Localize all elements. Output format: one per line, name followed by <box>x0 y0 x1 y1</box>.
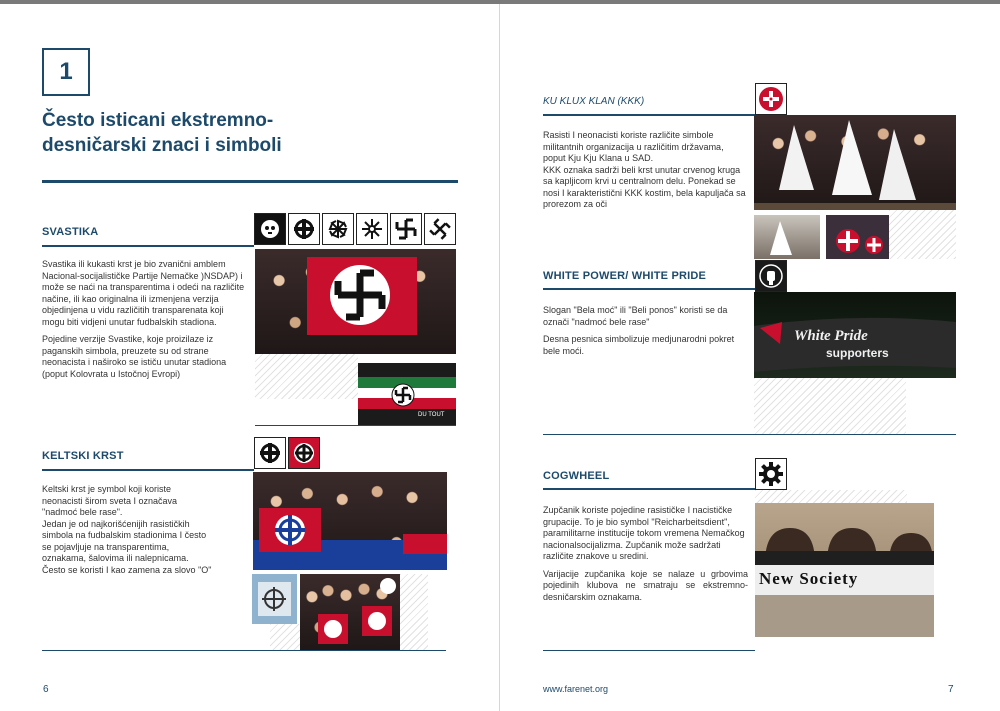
fist-emblem-icon <box>755 260 787 292</box>
svastika-banner-photo <box>358 363 456 425</box>
swastika-icon <box>390 213 422 245</box>
banner-text-line-1: White Pride <box>794 328 868 344</box>
section-rule <box>543 288 755 290</box>
page-number-left: 6 <box>43 684 49 695</box>
banner-caption: DU TOUT <box>418 412 445 418</box>
celtic-cross-icon <box>254 437 286 469</box>
celtic-cross-red-icon <box>288 437 320 469</box>
hatched-panel <box>754 378 906 434</box>
page-bottom-rule <box>543 650 755 651</box>
paragraph: Slogan "Bela moć" ili "Beli ponos" koristi se da označi "nadmoć bele rase" <box>543 305 728 327</box>
section-rule <box>255 425 456 426</box>
paragraph: Pojedine verzije Svastike, koje proizilaze iz paganskih simbola, preuzete su od strane neonacista i naširoko se ističu unutar stadiona (poput Kolovrata u Istočnoj Evropi) <box>42 334 227 379</box>
white-power-description <box>543 305 748 363</box>
hatched-panel <box>255 354 358 399</box>
section-rule <box>42 469 254 471</box>
paragraph: Desna pesnica simbolizuje medjunarodni pokret bele moći. <box>543 334 735 356</box>
kkk-cross-icon <box>755 83 787 115</box>
celtic-cross-icon <box>288 213 320 245</box>
banner-text: New Society <box>759 569 859 588</box>
paragraph: KKK oznaka sadrži beli krst unutar crvenog kruga sa kapljicom krvi u centralnom delu. Ponekad se nosi I karakteristični KKK kostim, bela kapuljača sa prorezom za oči <box>543 164 746 209</box>
document-spread <box>0 4 1000 711</box>
footer-url: www.farenet.org <box>543 684 609 694</box>
svastika-symbol-strip <box>254 213 456 245</box>
kkk-description <box>543 130 748 211</box>
sun-wheel-icon <box>356 213 388 245</box>
section-rule <box>42 245 254 247</box>
keltski-krst-description <box>42 484 212 590</box>
svastika-description <box>42 259 247 386</box>
kkk-hood-photo <box>754 215 820 259</box>
hatched-panel <box>270 624 300 650</box>
section-rule <box>543 434 956 435</box>
section-heading-cogwheel: COGWHEEL <box>543 470 610 482</box>
section-heading-white-power: WHITE POWER/ WHITE PRIDE <box>543 270 707 282</box>
hatched-panel <box>400 574 428 650</box>
section-heading-keltski-krst: KELTSKI KRST <box>42 450 124 462</box>
paragraph: Svastika ili kukasti krst je bio zvanični amblem Nacional-socijalističke Partije Nemačke )NSDAP) i može se naći na transparentima i odeći na različite načine, ili kao originalna ili izmenjena verzija objedinjena u vidu različitih transparenata koji mogu biti vidjeni unutar fudbalskih stadiona. <box>42 259 245 327</box>
celtic-cross-flags-photo <box>300 574 400 650</box>
page-gutter <box>499 4 500 711</box>
paragraph: Zupčanik koriste pojedine rasističke I nacističke grupacije. To je bio symbol "Reicharbeitsdient", paramilitarne institucije tokom vremena Nemačkog nacionalsocijalizma. Zupčanik može sadržati različite znakove u sredini. <box>543 505 745 561</box>
title-divider <box>42 180 458 183</box>
cogwheel-description <box>543 505 748 609</box>
tilted-swastika-icon <box>424 213 456 245</box>
paragraph: Keltski krst je symbol koji koriste neonacisti širom sveta I označava "nadmoć bele rase". <box>42 484 178 517</box>
page-bottom-rule <box>42 650 446 651</box>
section-heading-kkk: KU KLUX KLAN (KKK) <box>543 96 645 107</box>
kolovrat-icon <box>322 213 354 245</box>
chapter-number-box: 1 <box>42 48 90 96</box>
skull-emblem-icon <box>254 213 286 245</box>
cogwheel-icon <box>755 458 787 490</box>
page-title: Često isticani ekstremno-desničarski znaci i simboli <box>42 110 282 156</box>
hatched-panel <box>889 210 956 259</box>
paragraph: Varijacije zupčanika koje se nalaze u grbovima pojedinih klubova ne smatraju se ekstremno-desničarskim oznakama. <box>543 568 748 602</box>
kkk-flags-photo <box>826 215 889 259</box>
white-pride-banner-photo <box>754 292 956 378</box>
svastika-flag-crowd-photo <box>255 249 456 354</box>
section-rule <box>543 114 755 116</box>
section-rule <box>543 488 755 490</box>
banner-text-line-2: supporters <box>826 346 889 360</box>
celtic-symbol-strip <box>254 437 320 469</box>
section-heading-svastika: SVASTIKA <box>42 226 99 238</box>
celtic-cross-sticker-photo <box>252 574 297 624</box>
page-number-right: 7 <box>948 684 954 695</box>
celtic-cross-crowd-photo <box>253 472 447 570</box>
new-society-banner-photo <box>755 503 934 637</box>
kkk-crowd-photo <box>754 115 956 210</box>
paragraph: Rasisti I neonacisti koriste različite simbole militantnih organizacija u različitim državama, poput Kju Kju Klana u SAD. <box>543 130 724 163</box>
paragraph: Jedan je od najkorišćenijih rasističkih simbola na fudbalskim stadionima I često se pojavljuje na transparentima, oznakama, šalovima ili nalepnicama. Često se koristi I kao zamena za slovo "O" <box>42 518 212 575</box>
hatched-panel <box>755 490 907 503</box>
